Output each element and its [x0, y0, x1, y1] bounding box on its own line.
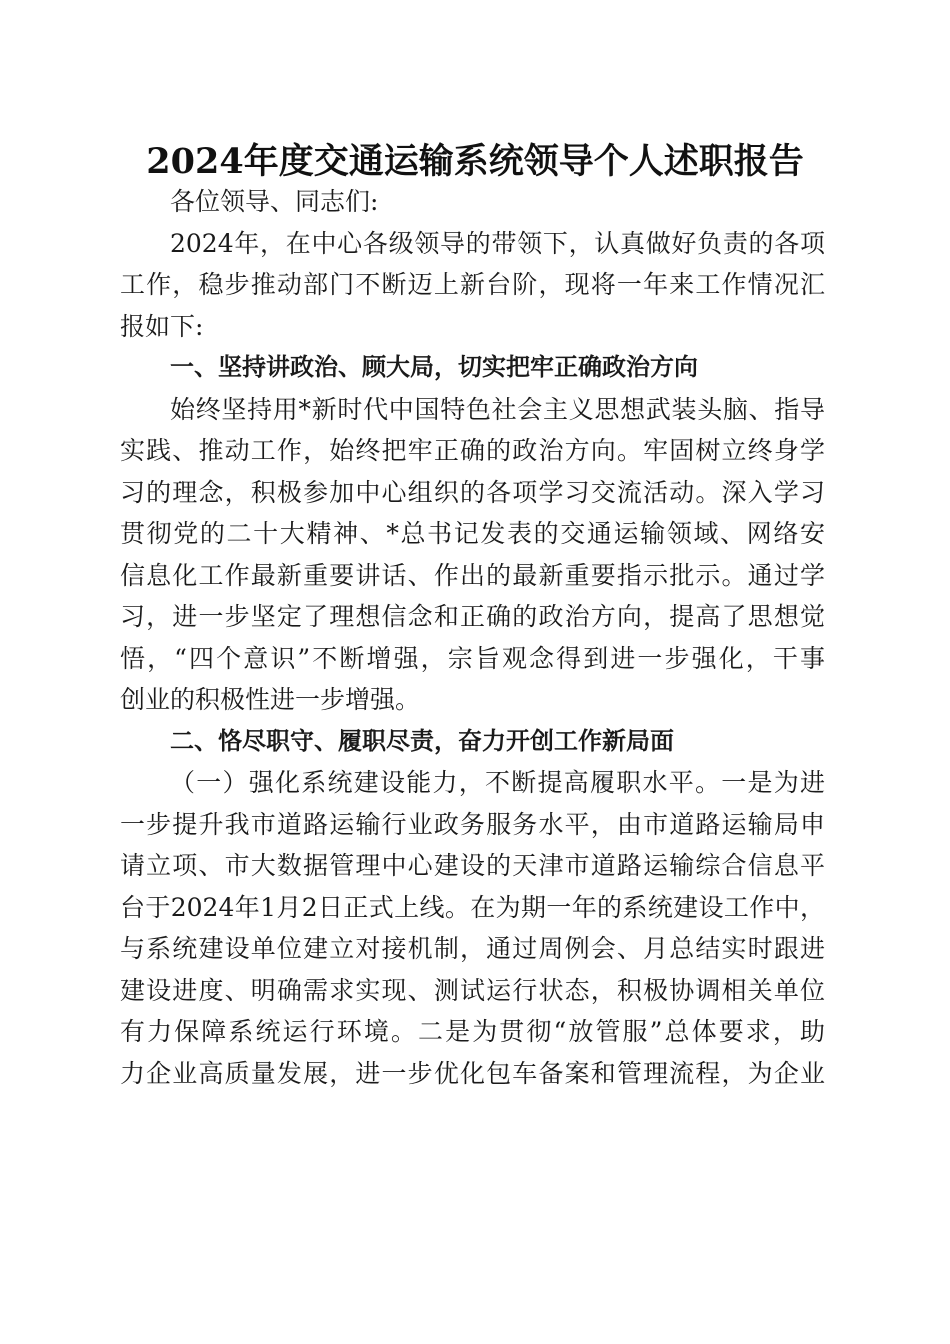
paragraph-line: 力企业高质量发展，进一步优化包车备案和管理流程，为企业 — [120, 1058, 825, 1088]
paragraph-line: 一步提升我市道路运输行业政务服务水平，由市道路运输局申 — [120, 809, 825, 839]
paragraph-line: 与系统建设单位建立对接机制，通过周例会、月总结实时跟进 — [120, 934, 825, 963]
paragraph-line: （一）强化系统建设能力，不断提高履职水平。一是为进 — [170, 768, 825, 797]
paragraph-line: 贯彻党的二十大精神、*总书记发表的交通运输领域、网络安 — [120, 519, 825, 548]
paragraph-line: 建设进度、明确需求实现、测试运行状态，积极协调相关单位 — [120, 975, 825, 1005]
paragraph-line: 创业的积极性进一步增强。 — [120, 685, 421, 714]
paragraph-line: 悟，“四个意识”不断增强，宗旨观念得到进一步强化，干事 — [120, 643, 825, 673]
paragraph-line: 台于2024年1月2日正式上线。在为期一年的系统建设工作中， — [120, 892, 825, 922]
document-title: 2024年度交通运输系统领导个人述职报告 — [146, 141, 804, 182]
paragraph-line: 习，进一步坚定了理想信念和正确的政治方向，提高了思想觉 — [120, 602, 825, 631]
paragraph-line: 有力保障系统运行环境。二是为贯彻“放管服”总体要求，助 — [120, 1017, 825, 1046]
paragraph-line: 工作，稳步推动部门不断迈上新台阶，现将一年来工作情况汇 — [120, 270, 825, 299]
paragraph-line: 习的理念，积极参加中心组织的各项学习交流活动。深入学习 — [120, 477, 825, 507]
paragraph-line: 信息化工作最新重要讲话、作出的最新重要指示批示。通过学 — [120, 560, 825, 590]
paragraph-line: 始终坚持用*新时代中国特色社会主义思想武装头脑、指导 — [170, 394, 825, 424]
paragraph-line: 各位领导、同志们: — [170, 187, 379, 216]
section-heading: 二、恪尽职守、履职尽责，奋力开创工作新局面 — [170, 726, 674, 755]
paragraph-line: 实践、推动工作，始终把牢正确的政治方向。牢固树立终身学 — [120, 436, 825, 465]
paragraph-line: 2024年，在中心各级领导的带领下，认真做好负责的各项 — [170, 228, 825, 258]
section-heading: 一、坚持讲政治、顾大局，切实把牢正确政治方向 — [170, 353, 698, 381]
paragraph-line: 请立项、市大数据管理中心建设的天津市道路运输综合信息平 — [120, 851, 825, 880]
paragraph-line: 报如下: — [120, 311, 204, 341]
document-body — [120, 181, 825, 1094]
